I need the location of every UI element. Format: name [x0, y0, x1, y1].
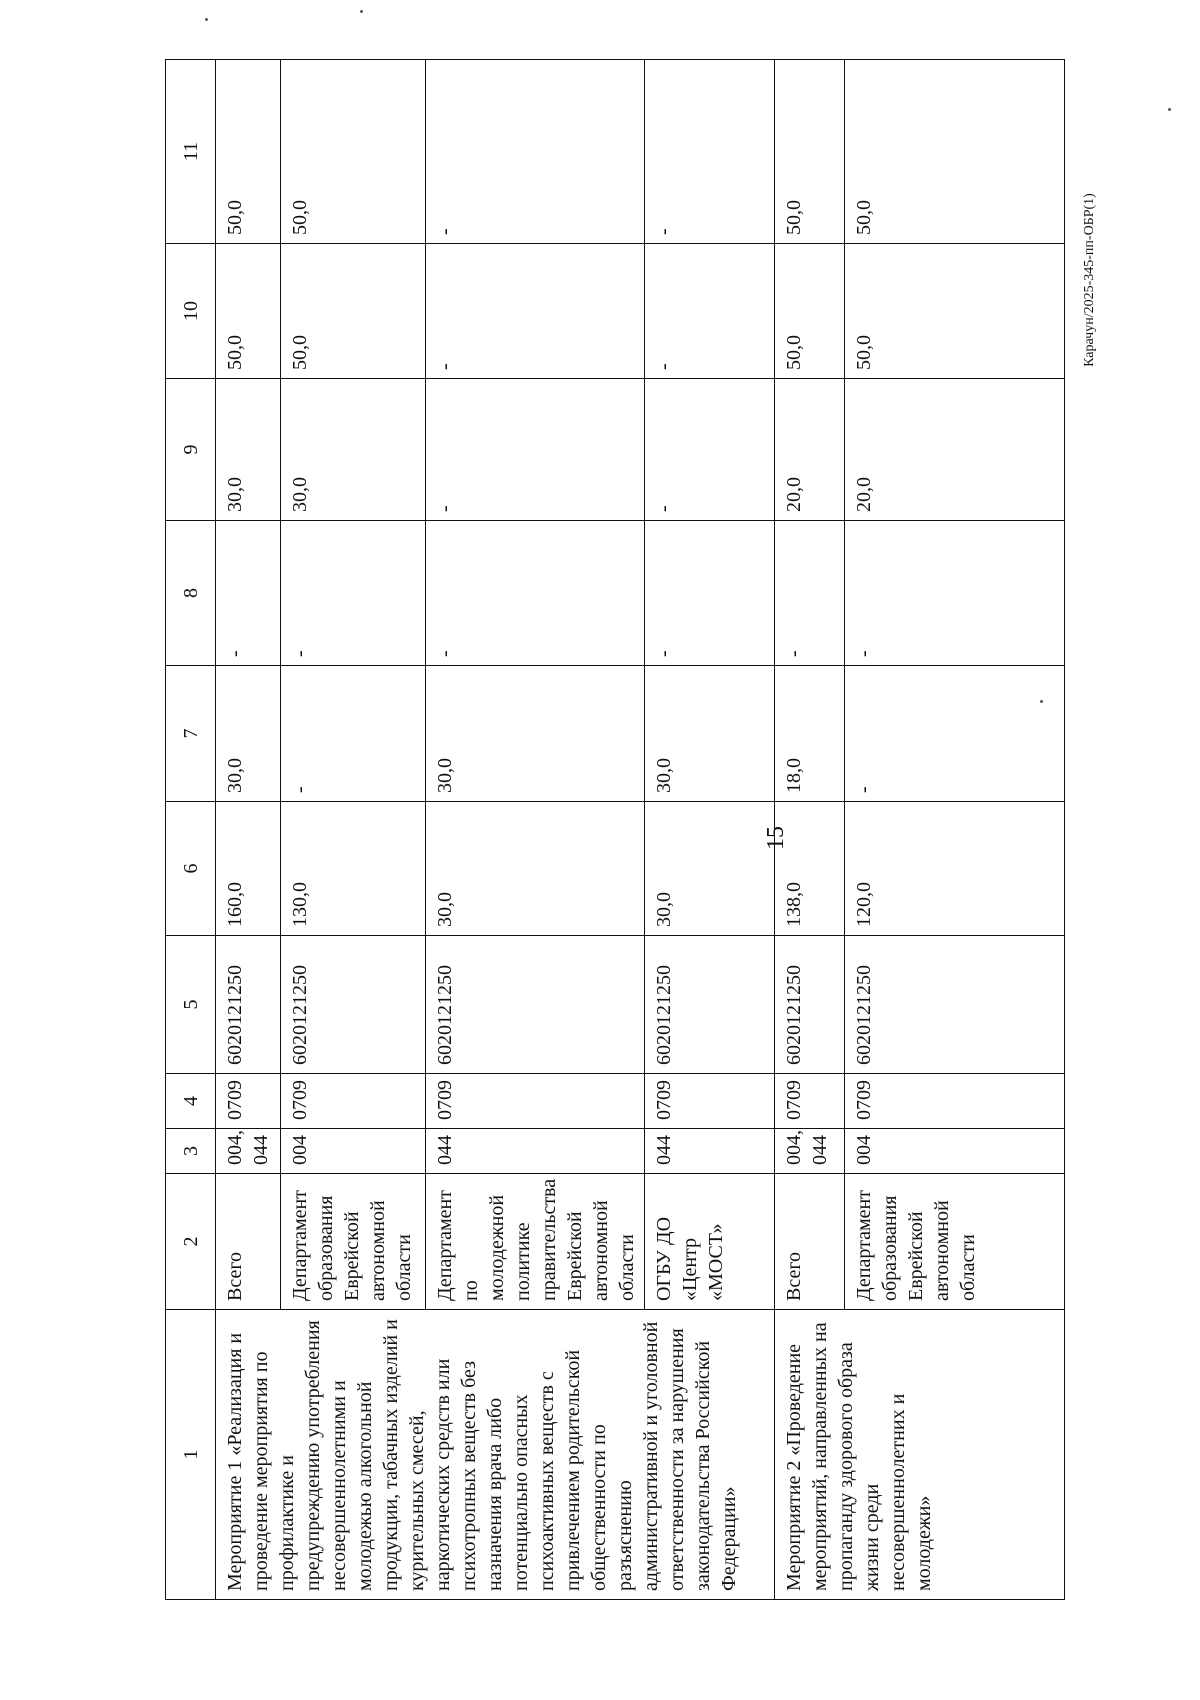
scan-speck [1168, 108, 1171, 111]
value-cell: - [645, 521, 775, 666]
value-cell: 130,0 [281, 802, 426, 936]
target-code-cell: 6020121250 [281, 936, 426, 1074]
executor-cell: Всего [216, 1174, 281, 1310]
column-header: 11 [166, 60, 216, 244]
section-cell: 0709 [845, 1074, 1065, 1129]
value-cell: 30,0 [645, 666, 775, 802]
target-code-cell: 6020121250 [645, 936, 775, 1074]
value-cell: - [775, 521, 845, 666]
value-cell: - [281, 521, 426, 666]
column-header: 8 [166, 521, 216, 666]
code-cell: 004 [281, 1129, 426, 1174]
target-code-cell: 6020121250 [775, 936, 845, 1074]
code-cell: 004, 044 [775, 1129, 845, 1174]
executor-cell: Всего [775, 1174, 845, 1310]
value-cell: 120,0 [845, 802, 1065, 936]
value-cell: - [426, 379, 645, 521]
code-cell: 004 [845, 1129, 1065, 1174]
column-header: 2 [166, 1174, 216, 1310]
event-description: Мероприятие 2 «Проведение мероприятий, направленных на пропаганду здорового образа жизни среди несовершеннолетних и молодежи» [775, 1310, 1065, 1600]
value-cell: 30,0 [426, 666, 645, 802]
column-header: 7 [166, 666, 216, 802]
target-code-cell: 6020121250 [845, 936, 1065, 1074]
value-cell: - [426, 521, 645, 666]
value-cell: - [281, 666, 426, 802]
rotated-table-container [165, 60, 1040, 1600]
table-row [216, 60, 281, 1600]
target-code-cell: 6020121250 [426, 936, 645, 1074]
value-cell: 20,0 [775, 379, 845, 521]
target-code-cell: 6020121250 [216, 936, 281, 1074]
value-cell: 50,0 [216, 60, 281, 244]
value-cell: 30,0 [216, 666, 281, 802]
page-number: 15 [763, 826, 789, 850]
executor-cell: ОГБУ ДО «Центр «МОСТ» [645, 1174, 775, 1310]
value-cell: - [645, 60, 775, 244]
section-cell: 0709 [775, 1074, 845, 1129]
column-header: 5 [166, 936, 216, 1074]
event-description: Мероприятие 1 «Реализация и проведение мероприятия по профилактике и предупреждению употребления несовершеннолетними и молодежью алкогольной продукции, табачных изделий и курительных смесей, наркотических средств или психотропных веществ без назначения врача либо потенциально опасных психоактивных веществ с привлечением родительской общественности по разъяснению административной и уголовной ответственности за нарушения законодательства Российской Федерации» [216, 1310, 775, 1600]
value-cell: 50,0 [281, 60, 426, 244]
value-cell: - [216, 521, 281, 666]
table-row [775, 60, 845, 1600]
executor-cell: Департамент по молодежной политике правительства Еврейской автономной области [426, 1174, 645, 1310]
value-cell: 50,0 [281, 244, 426, 379]
value-cell: 30,0 [426, 802, 645, 936]
value-cell: 50,0 [775, 244, 845, 379]
column-header: 10 [166, 244, 216, 379]
value-cell: 50,0 [845, 244, 1065, 379]
column-header: 1 [166, 1310, 216, 1600]
section-cell: 0709 [426, 1074, 645, 1129]
section-cell: 0709 [216, 1074, 281, 1129]
value-cell: 160,0 [216, 802, 281, 936]
value-cell: 50,0 [216, 244, 281, 379]
code-cell: 044 [426, 1129, 645, 1174]
scan-speck [205, 18, 208, 21]
value-cell: 138,0 [775, 802, 845, 936]
value-cell: - [645, 244, 775, 379]
value-cell: 50,0 [775, 60, 845, 244]
column-header: 4 [166, 1074, 216, 1129]
value-cell: - [426, 244, 645, 379]
value-cell: - [845, 666, 1065, 802]
column-header: 6 [166, 802, 216, 936]
code-cell: 004, 044 [216, 1129, 281, 1174]
value-cell: 18,0 [775, 666, 845, 802]
value-cell: 30,0 [281, 379, 426, 521]
value-cell: 30,0 [216, 379, 281, 521]
value-cell: - [845, 521, 1065, 666]
section-cell: 0709 [281, 1074, 426, 1129]
column-header: 9 [166, 379, 216, 521]
value-cell: 20,0 [845, 379, 1065, 521]
executor-cell: Департамент образования Еврейской автономной области [845, 1174, 1065, 1310]
section-cell: 0709 [645, 1074, 775, 1129]
scan-speck [360, 10, 363, 13]
scan-speck [1040, 700, 1043, 703]
column-header: 3 [166, 1129, 216, 1174]
code-cell: 044 [645, 1129, 775, 1174]
value-cell: - [645, 379, 775, 521]
document-code: Карачун/2025-345-пп-ОБР(1) [1082, 193, 1097, 367]
value-cell: 50,0 [845, 60, 1065, 244]
header-row [166, 60, 216, 1600]
value-cell: - [426, 60, 645, 244]
budget-table [165, 59, 1065, 1600]
executor-cell: Департамент образования Еврейской автономной области [281, 1174, 426, 1310]
value-cell: 30,0 [645, 802, 775, 936]
